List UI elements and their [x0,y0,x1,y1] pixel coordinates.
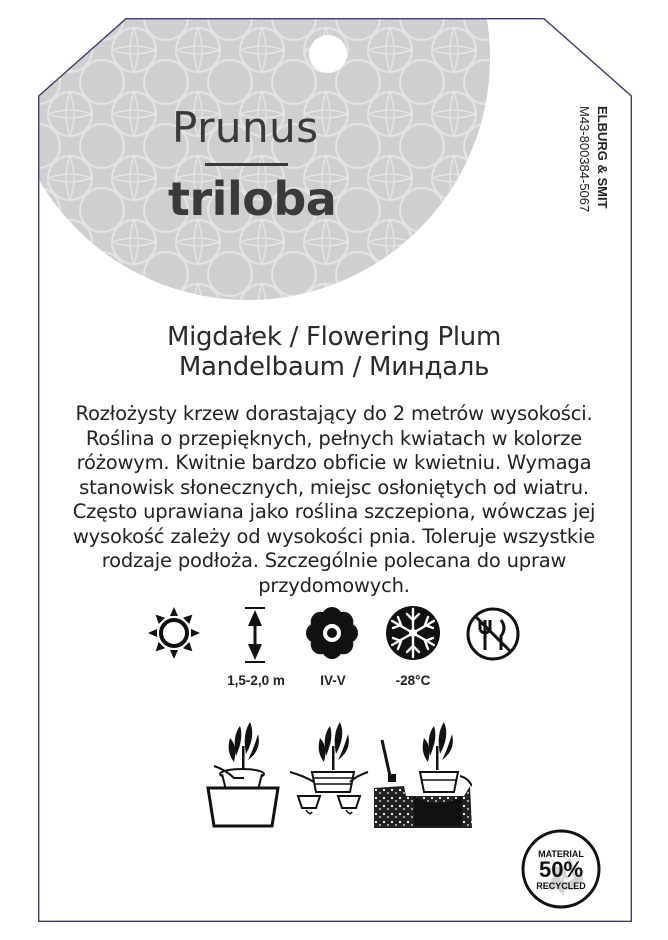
planting-step-pot-icon [200,716,284,828]
side-brand-block [558,106,614,256]
height-arrow-icon [242,606,268,664]
badge-percent-text: 50% [538,857,584,882]
brand-name: ELBURG & SMIT [595,106,610,209]
badge-recycled-text: RECYCLED [536,881,586,891]
hardiness-label: -28°C [395,673,431,688]
snowflake-icon [384,604,442,662]
sun-icon [147,606,201,660]
title-divider [205,163,288,166]
planting-step-soil-icon [374,716,472,828]
flowering-period-label: IV-V [320,673,346,688]
height-range-label: 1,5-2,0 m [227,673,285,688]
common-name-line-2: Mandelbaum / Миндаль [178,352,490,382]
common-name-line-1: Migdałek / Flowering Plum [166,322,502,352]
planting-step-water-icon [286,716,372,828]
flower-icon [305,606,359,660]
plant-description: Rozłożysty krzew dorastający do 2 metrów wysokości. Roślina o przepięknych, pełnych kwiatach w kolorze różowym. Kwitnie bardzo obficie w kwietniu. Wymaga stanowisk słonecznych, miejsc osłoniętych od wiatru. Często uprawiana jako roślina szczepiona, wówczas jej wysokość zależy od wysokości pnia. Toleruje wszystkie rodzaje podłoża. Szczególnie polecana do upraw przydomowych. [72,402,596,597]
genus-name: Prunus [172,103,319,152]
species-name: triloba [168,172,337,226]
product-code: M43-800384-5067 [577,106,592,213]
badge-material-text: MATERIAL [538,849,584,859]
recycled-material-badge [520,828,602,910]
not-edible-icon [465,606,521,662]
